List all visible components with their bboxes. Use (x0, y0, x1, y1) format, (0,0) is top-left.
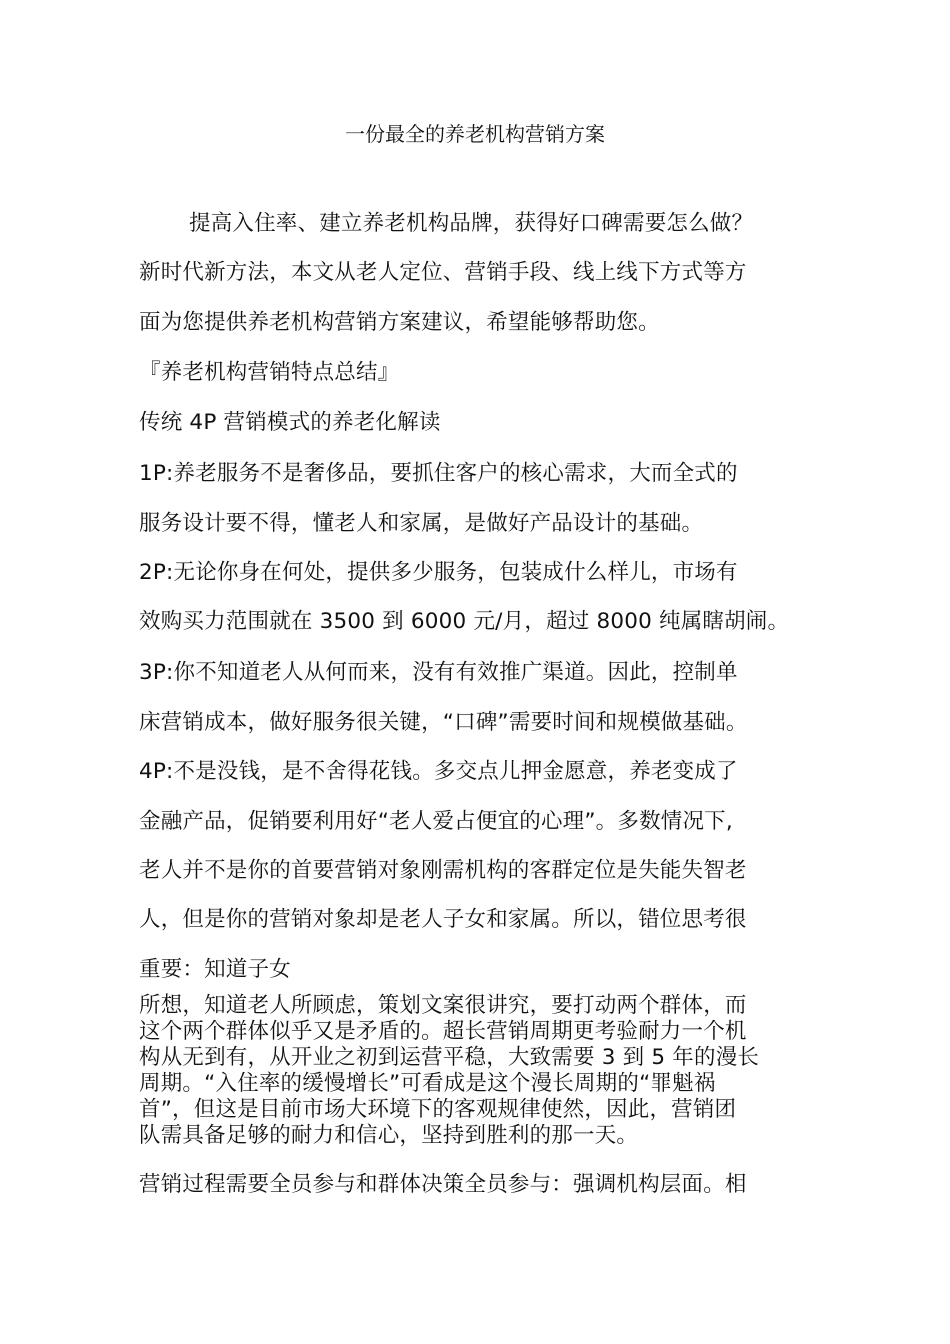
paragraph-line: 营销过程需要全员参与和群体决策全员参与：强调机构层面。相 (139, 1172, 747, 1197)
paragraph-line: 重要：知道子女 (139, 957, 291, 982)
subheading: 传统 4P 营销模式的养老化解读 (139, 410, 441, 435)
paragraph-line: 提高入住率、建立养老机构品牌，获得好口碑需要怎么做？ (189, 211, 754, 236)
paragraph-line: 队需具备足够的耐力和信心，坚持到胜利的那一天。 (139, 1123, 639, 1148)
paragraph-line: 4P:不是没钱，是不舍得花钱。多交点儿押金愿意，养老变成了 (139, 759, 738, 784)
paragraph-line: 2P:无论你身在何处，提供多少服务，包装成什么样儿，市场有 (139, 560, 738, 585)
paragraph-line: 老人并不是你的首要营销对象刚需机构的客群定位是失能失智老 (139, 858, 747, 883)
paragraph-line: 新时代新方法，本文从老人定位、营销手段、线上线下方式等方 (139, 260, 747, 285)
paragraph-line: 这个两个群体似乎又是矛盾的。超长营销周期更考验耐力一个机 (139, 1019, 747, 1044)
paragraph-line: 床营销成本，做好服务很关键，“口碑”需要时间和规模做基础。 (139, 710, 748, 735)
paragraph-line: 效购买力范围就在 3500 到 6000 元/月，超过 8000 纯属瞎胡闹。 (139, 609, 790, 634)
document-title: 一份最全的养老机构营销方案 (345, 122, 605, 146)
paragraph-line: 首”，但这是目前市场大环境下的客观规律使然，因此，营销团 (139, 1097, 737, 1122)
paragraph-line: 构从无到有，从开业之初到运营平稳，大致需要 3 到 5 年的漫长 (139, 1045, 760, 1070)
paragraph-line: 1P:养老服务不是奢侈品，要抓住客户的核心需求，大而全式的 (139, 461, 738, 486)
paragraph-line: 3P:你不知道老人从何而来，没有有效推广渠道。因此，控制单 (139, 660, 738, 685)
paragraph-line: 人，但是你的营销对象却是老人子女和家属。所以，错位思考很 (139, 907, 747, 932)
paragraph-line: 所想，知道老人所顾虑，策划文案很讲究，要打动两个群体，而 (139, 993, 747, 1018)
paragraph-line: 金融产品，促销要利用好“老人爱占便宜的心理”。多数情况下, (139, 809, 733, 834)
paragraph-line: 周期。“入住率的缓慢增长”可看成是这个漫长周期的“罪魁祸 (139, 1071, 716, 1096)
paragraph-line: 服务设计要不得，懂老人和家属，是做好产品设计的基础。 (139, 511, 704, 536)
paragraph-line: 面为您提供养老机构营销方案建议，希望能够帮助您。 (139, 310, 660, 335)
section-heading: 『养老机构营销特点总结』 (139, 360, 400, 385)
